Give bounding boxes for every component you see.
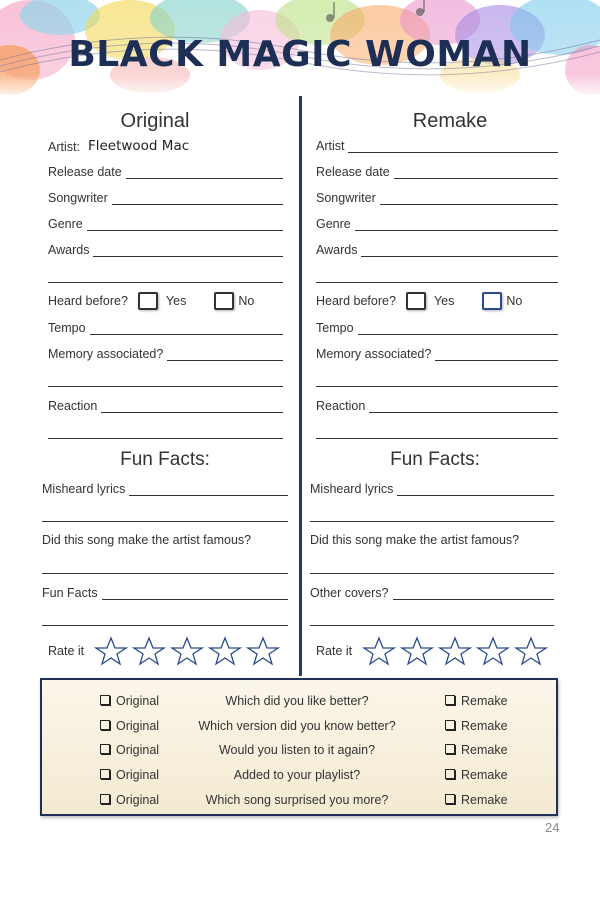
comparison-row — [42, 793, 556, 813]
remake-awards-extra-line[interactable] — [316, 281, 558, 283]
comparison-question: Which did you like better? — [225, 694, 369, 708]
comparison-question: Added to your playlist? — [233, 768, 361, 782]
remake-memory-field[interactable] — [435, 348, 558, 361]
comparison-remake-label: Remake — [461, 719, 508, 733]
comparison-remake-label: Remake — [461, 743, 508, 757]
remake-reaction-extra-line[interactable] — [316, 437, 558, 439]
checkbox-icon[interactable] — [445, 720, 455, 730]
remake-rate-label: Rate it — [316, 644, 353, 658]
comparison-question: Which version did you know better? — [198, 719, 396, 733]
original-no-label: No — [238, 294, 255, 308]
remake-famous-label: Did this song make the artist famous? — [310, 533, 520, 547]
checkbox-icon[interactable] — [445, 744, 455, 754]
original-awards-label: Awards — [48, 243, 90, 257]
remake-release-row — [316, 165, 558, 179]
remake-songwriter-row — [316, 191, 558, 205]
remake-stars — [362, 636, 552, 666]
comparison-question: Which song surprised you more? — [205, 793, 389, 807]
remake-star-5-icon[interactable] — [514, 636, 548, 666]
remake-heading: Remake — [412, 110, 488, 132]
remake-memory-label: Memory associated? — [316, 347, 432, 361]
remake-memory-extra-line[interactable] — [316, 385, 558, 387]
original-rate-label: Rate it — [48, 644, 85, 658]
remake-misheard-extra-line[interactable] — [310, 520, 554, 522]
original-no-checkbox[interactable] — [214, 292, 234, 310]
remake-release-field[interactable] — [394, 166, 558, 179]
remake-yes-checkbox[interactable] — [406, 292, 426, 310]
original-awards-extra-line[interactable] — [48, 281, 283, 283]
comparison-original-label: Original — [116, 793, 160, 807]
comparison-original-label: Original — [116, 743, 160, 757]
remake-star-4-icon[interactable] — [476, 636, 510, 666]
original-tempo-field[interactable] — [90, 322, 283, 335]
original-famous-label: Did this song make the artist famous? — [42, 533, 252, 547]
remake-covers-extra-line[interactable] — [310, 624, 554, 626]
comparison-box — [40, 678, 558, 816]
original-heard-label: Heard before? — [48, 294, 128, 308]
remake-tempo-label: Tempo — [316, 321, 354, 335]
original-release-label: Release date — [48, 165, 122, 179]
remake-covers-row — [310, 586, 554, 600]
remake-misheard-row — [310, 482, 554, 496]
original-genre-row — [48, 217, 283, 231]
original-star-4-icon[interactable] — [208, 636, 242, 666]
original-reaction-field[interactable] — [101, 400, 283, 413]
remake-famous-row — [310, 533, 554, 547]
comparison-remake-label: Remake — [461, 694, 508, 708]
remake-misheard-label: Misheard lyrics — [310, 482, 394, 496]
checkbox-icon[interactable] — [100, 744, 110, 754]
original-reaction-row — [48, 399, 283, 413]
header-banner — [0, 0, 600, 100]
original-reaction-extra-line[interactable] — [48, 437, 283, 439]
comparison-row — [42, 743, 556, 763]
comparison-original-option[interactable] — [100, 793, 159, 807]
remake-artist-label: Artist — [316, 139, 345, 153]
original-star-2-icon[interactable] — [132, 636, 166, 666]
remake-artist-field[interactable] — [348, 140, 558, 153]
original-famous-line[interactable] — [42, 572, 288, 574]
original-star-5-icon[interactable] — [246, 636, 280, 666]
original-facts-field[interactable] — [102, 587, 288, 600]
comparison-row — [42, 719, 556, 739]
remake-rating — [316, 636, 552, 666]
comparison-remake-option[interactable] — [445, 793, 508, 807]
checkbox-icon[interactable] — [445, 794, 455, 804]
remake-genre-label: Genre — [316, 217, 351, 231]
remake-no-label: No — [506, 294, 523, 308]
remake-reaction-label: Reaction — [316, 399, 366, 413]
page-title: BLACK MAGIC WOMAN — [68, 34, 532, 75]
comparison-remake-label: Remake — [461, 768, 508, 782]
remake-tempo-field[interactable] — [358, 322, 558, 335]
remake-heard-row — [316, 292, 528, 310]
checkbox-icon[interactable] — [100, 769, 110, 779]
original-yes-label: Yes — [165, 294, 187, 308]
remake-songwriter-label: Songwriter — [316, 191, 376, 205]
original-memory-field[interactable] — [167, 348, 283, 361]
comparison-original-option[interactable] — [100, 743, 159, 757]
comparison-remake-option[interactable] — [445, 743, 508, 757]
remake-yes-label: Yes — [433, 294, 455, 308]
original-star-3-icon[interactable] — [170, 636, 204, 666]
remake-covers-label: Other covers? — [310, 586, 389, 600]
comparison-remake-option[interactable] — [445, 694, 508, 708]
remake-covers-field[interactable] — [393, 587, 554, 600]
comparison-original-label: Original — [116, 719, 160, 733]
comparison-row — [42, 694, 556, 714]
original-facts-extra-line[interactable] — [42, 624, 288, 626]
original-heard-row — [48, 292, 260, 310]
comparison-remake-option[interactable] — [445, 719, 508, 733]
checkbox-icon[interactable] — [445, 695, 455, 705]
remake-funfacts-heading: Fun Facts: — [390, 449, 480, 470]
original-funfacts-heading: Fun Facts: — [120, 449, 210, 470]
comparison-original-label: Original — [116, 694, 160, 708]
remake-tempo-row — [316, 321, 558, 335]
original-star-1-icon[interactable] — [94, 636, 128, 666]
remake-heard-label: Heard before? — [316, 294, 396, 308]
comparison-original-option[interactable] — [100, 694, 159, 708]
remake-artist-row — [316, 139, 558, 153]
remake-misheard-field[interactable] — [397, 483, 554, 496]
original-memory-label: Memory associated? — [48, 347, 164, 361]
original-memory-extra-line[interactable] — [48, 385, 283, 387]
original-awards-field[interactable] — [93, 244, 283, 257]
original-misheard-extra-line[interactable] — [42, 520, 288, 522]
original-release-field[interactable] — [126, 166, 283, 179]
remake-famous-line[interactable] — [310, 572, 554, 574]
comparison-row — [42, 768, 556, 788]
original-artist-value[interactable]: Fleetwood Mac — [87, 138, 190, 154]
remake-songwriter-field[interactable] — [380, 192, 558, 205]
remake-awards-field[interactable] — [361, 244, 558, 257]
original-tempo-row — [48, 321, 283, 335]
remake-reaction-row — [316, 399, 558, 413]
original-release-row — [48, 165, 283, 179]
original-artist-label: Artist: — [48, 140, 80, 154]
checkbox-icon[interactable] — [100, 695, 110, 705]
original-famous-row — [42, 533, 288, 547]
original-awards-row — [48, 243, 283, 257]
column-divider — [299, 96, 302, 676]
remake-star-2-icon[interactable] — [400, 636, 434, 666]
original-misheard-row — [42, 482, 288, 496]
original-tempo-label: Tempo — [48, 321, 86, 335]
original-songwriter-field[interactable] — [112, 192, 283, 205]
original-misheard-field[interactable] — [129, 483, 288, 496]
remake-genre-row — [316, 217, 558, 231]
original-memory-row — [48, 347, 283, 361]
original-genre-label: Genre — [48, 217, 83, 231]
original-stars — [94, 636, 284, 666]
checkbox-icon[interactable] — [100, 794, 110, 804]
remake-genre-field[interactable] — [355, 218, 558, 231]
remake-reaction-field[interactable] — [369, 400, 558, 413]
comparison-remake-label: Remake — [461, 793, 508, 807]
original-heading: Original — [120, 110, 190, 132]
remake-awards-label: Awards — [316, 243, 358, 257]
original-facts-row — [42, 586, 288, 600]
remake-no-checkbox[interactable] — [482, 292, 502, 310]
comparison-original-label: Original — [116, 768, 160, 782]
checkbox-icon[interactable] — [100, 720, 110, 730]
page-number: 24 — [545, 820, 560, 835]
remake-memory-row — [316, 347, 558, 361]
comparison-remake-option[interactable] — [445, 768, 508, 782]
remake-star-3-icon[interactable] — [438, 636, 472, 666]
original-facts-label: Fun Facts — [42, 586, 98, 600]
original-rating — [48, 636, 284, 666]
original-songwriter-label: Songwriter — [48, 191, 108, 205]
comparison-original-option[interactable] — [100, 768, 159, 782]
remake-release-label: Release date — [316, 165, 390, 179]
checkbox-icon[interactable] — [445, 769, 455, 779]
original-artist-row — [48, 138, 283, 154]
comparison-original-option[interactable] — [100, 719, 159, 733]
original-genre-field[interactable] — [87, 218, 283, 231]
comparison-question: Would you listen to it again? — [218, 743, 376, 757]
original-songwriter-row — [48, 191, 283, 205]
original-reaction-label: Reaction — [48, 399, 98, 413]
original-misheard-label: Misheard lyrics — [42, 482, 126, 496]
remake-awards-row — [316, 243, 558, 257]
remake-star-1-icon[interactable] — [362, 636, 396, 666]
original-yes-checkbox[interactable] — [138, 292, 158, 310]
